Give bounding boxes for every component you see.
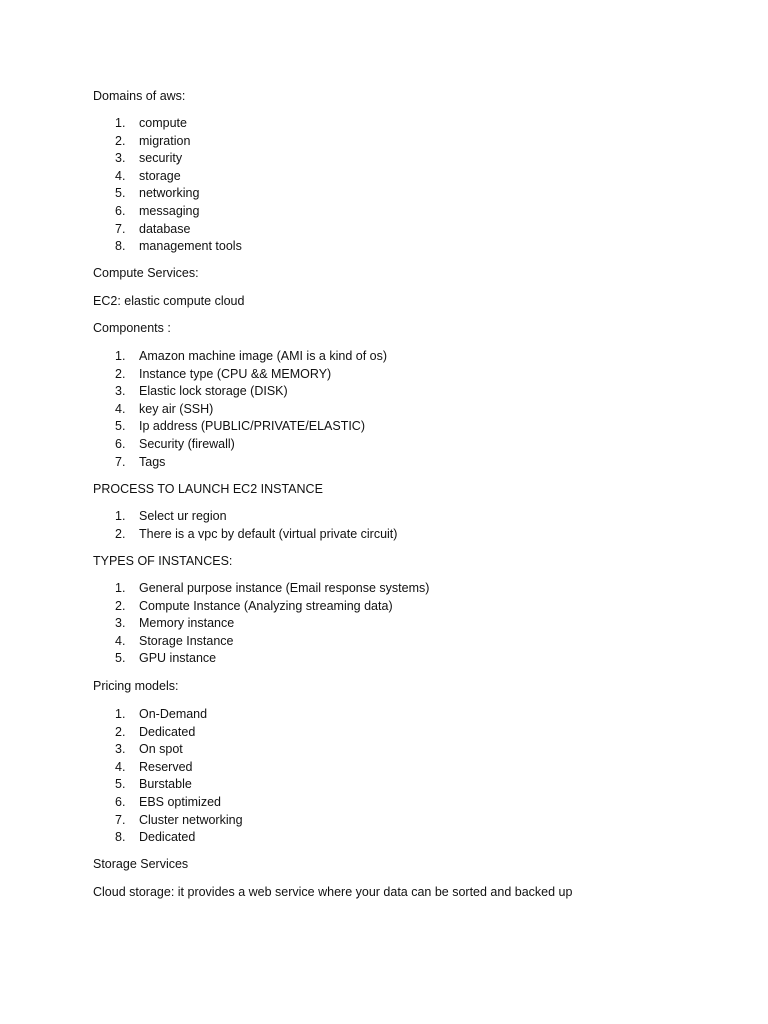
list-item-text: security xyxy=(139,151,183,166)
list-number: 2. xyxy=(115,133,126,148)
list-number: 1. xyxy=(115,349,126,363)
ec2-line: EC2: elastic compute cloud xyxy=(93,294,245,308)
list-number: 1. xyxy=(115,509,126,523)
list-number: 8. xyxy=(115,830,126,845)
list-item-text: Elastic lock storage (DISK) xyxy=(139,384,288,399)
list-item-text: messaging xyxy=(139,203,200,218)
list-number: 4. xyxy=(115,633,126,648)
list-item-text: Storage Instance xyxy=(139,633,234,648)
list-item-text: Instance type (CPU && MEMORY) xyxy=(139,366,332,381)
list-item-text: storage xyxy=(139,168,181,183)
list-number: 8. xyxy=(115,239,126,254)
list-number: 7. xyxy=(115,221,126,236)
list-number: 5. xyxy=(115,777,126,792)
list-item-text: GPU instance xyxy=(139,651,217,666)
list-item-text: Dedicated xyxy=(139,724,196,739)
list-number: 2. xyxy=(115,366,126,381)
list-number: 2. xyxy=(115,598,126,613)
list-number: 7. xyxy=(115,454,126,469)
list-item-text: Amazon machine image (AMI is a kind of os) xyxy=(139,349,388,363)
list-number: 7. xyxy=(115,812,126,827)
list-number: 5. xyxy=(115,186,126,201)
list-item-text: Reserved xyxy=(139,759,193,774)
list-number: 6. xyxy=(115,436,126,451)
list-item-text: On spot xyxy=(139,742,183,757)
list-item-text: Security (firewall) xyxy=(139,436,235,451)
list-item-text: Dedicated xyxy=(139,830,196,845)
list-number: 3. xyxy=(115,742,126,757)
list-number: 1. xyxy=(115,707,126,721)
components-heading: Components : xyxy=(93,321,171,335)
list-item-text: migration xyxy=(139,133,191,148)
list-item-text: key air (SSH) xyxy=(139,401,214,416)
list-number: 1. xyxy=(115,116,126,130)
list-item-text: Burstable xyxy=(139,777,192,792)
list-item-text: General purpose instance (Email response systems) xyxy=(139,581,430,595)
list-item-text: Memory instance xyxy=(139,616,235,631)
list-number: 6. xyxy=(115,203,126,218)
list-item-text: There is a vpc by default (virtual private circuit) xyxy=(139,526,398,541)
storage-services-heading: Storage Services xyxy=(93,857,189,871)
list-number: 2. xyxy=(115,526,126,541)
list-item-text: Select ur region xyxy=(139,509,227,523)
list-item-text: Ip address (PUBLIC/PRIVATE/ELASTIC) xyxy=(139,419,365,434)
list-number: 5. xyxy=(115,651,126,666)
list-number: 1. xyxy=(115,581,126,595)
list-item-text: Tags xyxy=(139,454,166,469)
compute-services-heading: Compute Services: xyxy=(93,266,199,280)
list-item-text: compute xyxy=(139,116,187,130)
list-item-text: EBS optimized xyxy=(139,794,221,809)
list-number: 4. xyxy=(115,401,126,416)
list-item-text: networking xyxy=(139,186,200,201)
list-number: 4. xyxy=(115,168,126,183)
list-number: 3. xyxy=(115,151,126,166)
instance-types-heading: TYPES OF INSTANCES: xyxy=(93,554,233,568)
list-number: 4. xyxy=(115,759,126,774)
list-number: 2. xyxy=(115,724,126,739)
list-number: 3. xyxy=(115,616,126,631)
list-number: 6. xyxy=(115,794,126,809)
list-number: 3. xyxy=(115,384,126,399)
list-item-text: Cluster networking xyxy=(139,812,243,827)
launch-process-heading: PROCESS TO LAUNCH EC2 INSTANCE xyxy=(93,482,323,496)
list-item-text: management tools xyxy=(139,239,242,254)
list-item-text: Compute Instance (Analyzing streaming data) xyxy=(139,598,393,613)
pricing-models-heading: Pricing models: xyxy=(93,679,179,693)
domains-heading: Domains of aws: xyxy=(93,89,186,103)
list-number: 5. xyxy=(115,419,126,434)
list-item-text: database xyxy=(139,221,191,236)
cloud-storage-line: Cloud storage: it provides a web service where your data can be sorted and backed up xyxy=(93,885,573,899)
list-item-text: On-Demand xyxy=(139,707,208,721)
